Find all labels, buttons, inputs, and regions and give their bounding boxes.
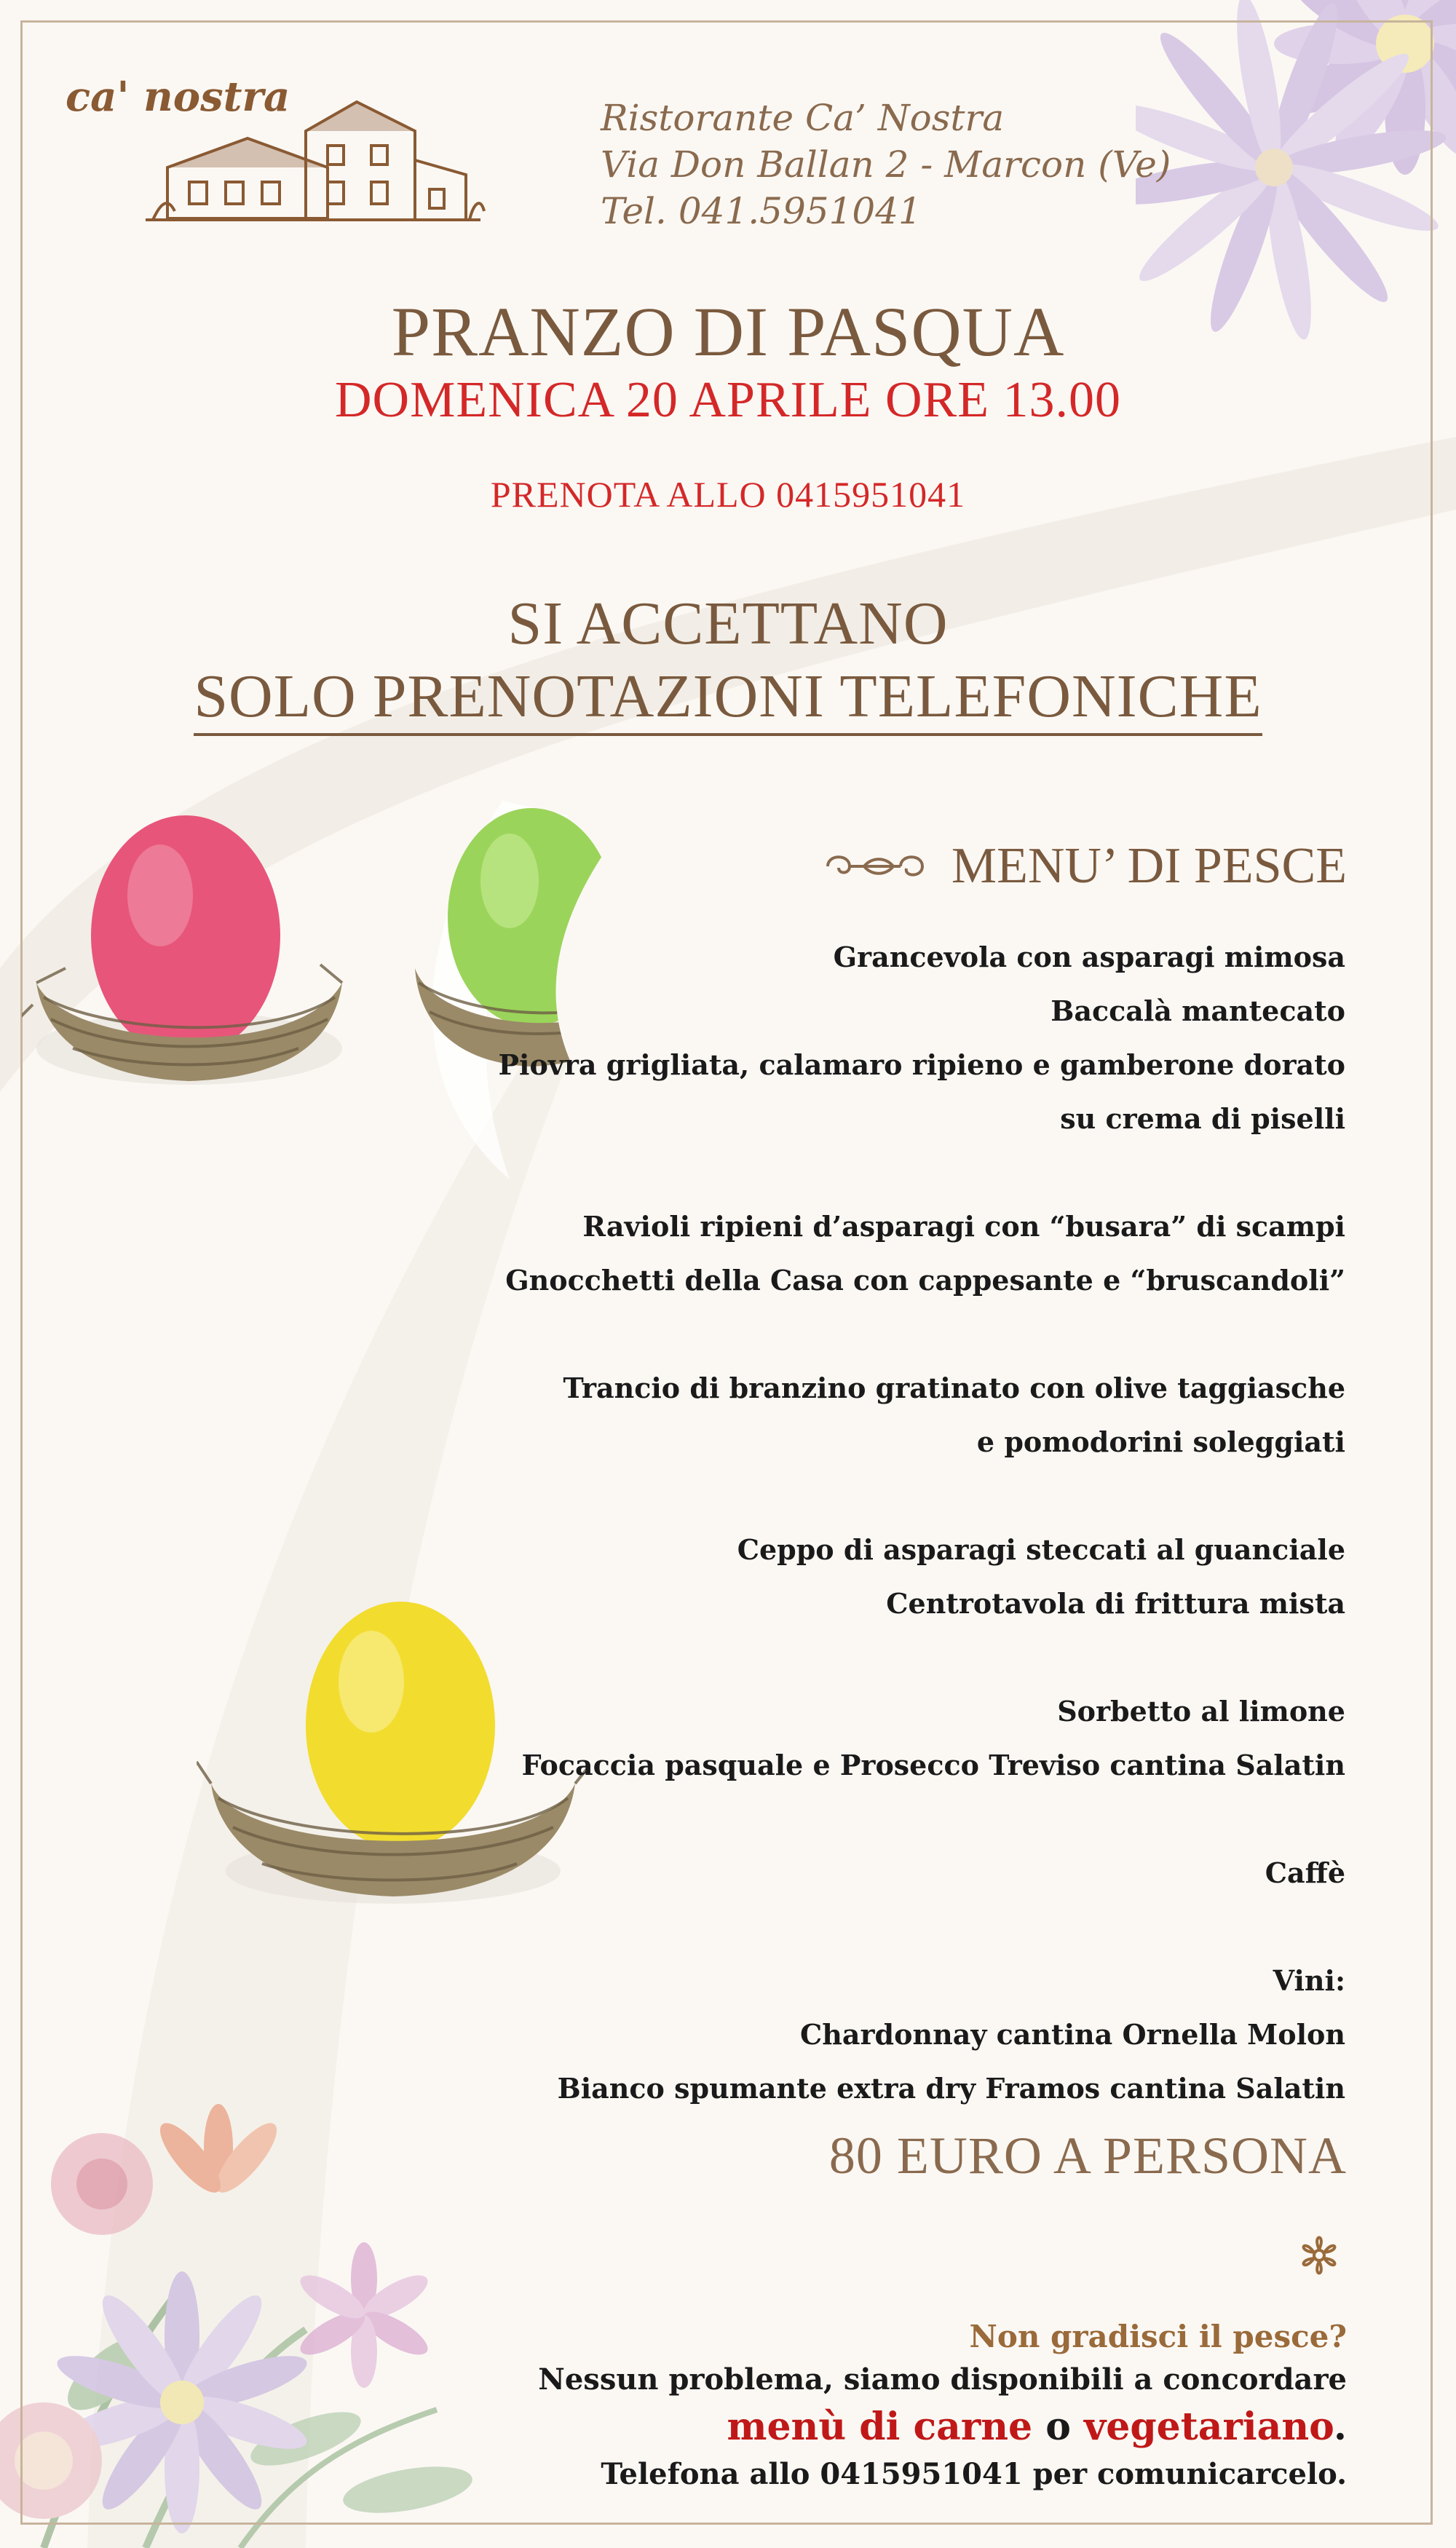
menu-item: Sorbetto al limone [1057, 1695, 1345, 1728]
or-text: o [1032, 2405, 1085, 2449]
notice-line-2 [0, 661, 1456, 732]
alternative-question: Non gradisci il pesce? [969, 2319, 1347, 2354]
menu-item: Grancevola con asparagi mimosa [833, 941, 1345, 973]
vegetarian-text: vegetariano [1084, 2405, 1334, 2449]
menu-item: Vini: [1273, 1964, 1345, 1997]
menu-spacer [498, 1792, 1345, 1846]
event-date: DOMENICA 20 APRILE ORE 13.00 [335, 372, 1121, 428]
menu-item: Piovra grigliata, calamaro ripieno e gamberone dorato [498, 1048, 1345, 1081]
floral-ornament-icon [1290, 2226, 1348, 2284]
menu-item: Chardonnay cantina Ornella Molon [800, 2018, 1345, 2051]
price-per-person: 80 EURO A PERSONA [828, 2126, 1347, 2185]
notice-line-1: SI ACCETTANO [507, 590, 949, 657]
menu-heading [820, 837, 1347, 895]
restaurant-logo [58, 73, 495, 240]
alternative-menu-note [538, 2315, 1347, 2496]
notice-line-2-text: SOLO PRENOTAZIONI TELEFONICHE [194, 662, 1262, 736]
menu-spacer [498, 1146, 1345, 1200]
phone-number: Tel. 041.5951041 [601, 190, 922, 232]
menu-spacer [498, 1307, 1345, 1361]
scroll-ornament-icon [820, 848, 930, 885]
pink-egg-nest-image [22, 801, 371, 1107]
period-text: . [1333, 2405, 1347, 2449]
menu-item: Trancio di branzino gratinato con olive taggiasche [563, 1372, 1345, 1404]
alternative-line-2 [538, 2401, 1347, 2453]
meat-menu-text: menù di carne [727, 2405, 1033, 2449]
menu-spacer [498, 1900, 1345, 1954]
logo-text: ca' nostra [66, 73, 290, 121]
menu-list [498, 930, 1345, 2116]
menu-item: e pomodorini soleggiati [976, 1425, 1345, 1458]
farmhouse-drawing-icon [138, 87, 488, 233]
menu-item: Caffè [1265, 1856, 1345, 1889]
menu-item: Gnocchetti della Casa con cappesante e “bruscandoli” [505, 1264, 1345, 1297]
menu-spacer [498, 1631, 1345, 1685]
menu-spacer [498, 1469, 1345, 1523]
menu-item: Ceppo di asparagi steccati al guanciale [737, 1533, 1345, 1566]
restaurant-address [601, 95, 1171, 234]
event-title: PRANZO DI PASQUA [391, 293, 1065, 371]
alternative-line-1: Nessun problema, siamo disponibili a concordare [538, 2362, 1347, 2397]
menu-item: su crema di piselli [1060, 1102, 1345, 1135]
menu-item: Baccalà mantecato [1051, 994, 1345, 1027]
alternative-line-3: Telefona allo 0415951041 per comunicarcelo. [601, 2457, 1347, 2491]
restaurant-name: Ristorante Ca’ Nostra [601, 97, 1005, 139]
street-address: Via Don Ballan 2 - Marcon (Ve) [601, 143, 1171, 186]
menu-heading-text: MENU’ DI PESCE [951, 838, 1347, 894]
menu-item: Focaccia pasquale e Prosecco Treviso cantina Salatin [521, 1749, 1345, 1781]
menu-item: Centrotavola di frittura mista [886, 1587, 1345, 1620]
menu-item: Bianco spumante extra dry Framos cantina Salatin [557, 2072, 1345, 2105]
menu-item: Ravioli ripieni d’asparagi con “busara” di scampi [582, 1210, 1345, 1243]
booking-phone: PRENOTA ALLO 0415951041 [490, 474, 966, 515]
